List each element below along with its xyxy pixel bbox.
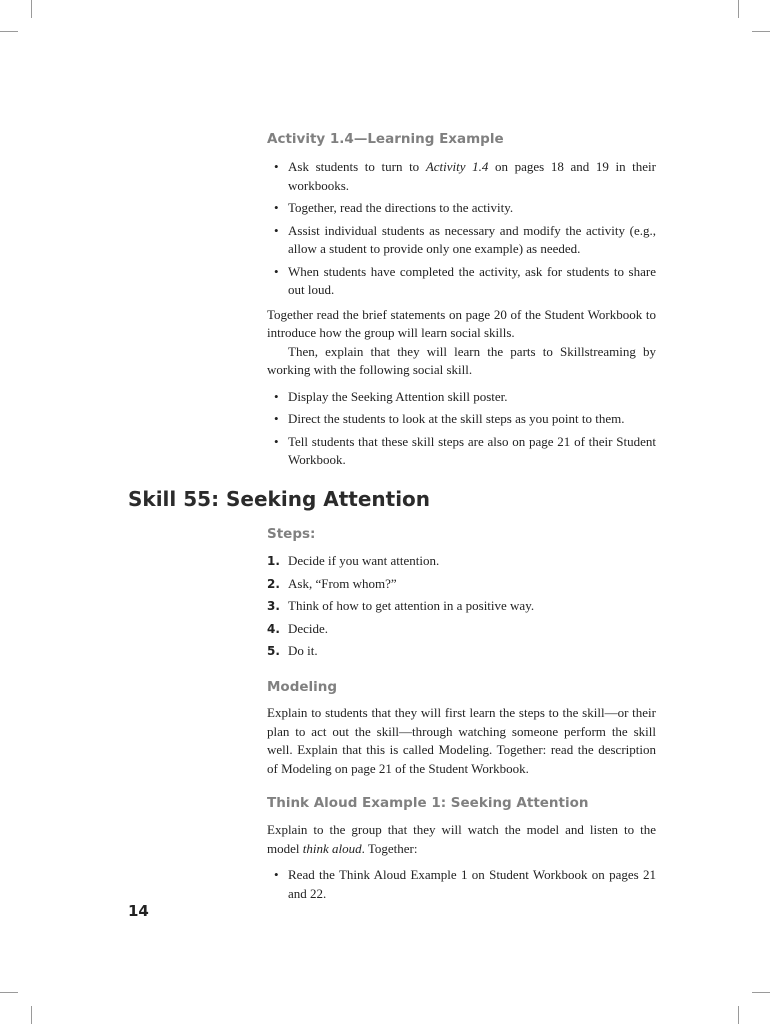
step-item [267, 620, 656, 639]
step-text: Decide. [288, 620, 329, 636]
skill-title: Skill 55: Seeking Attention [128, 487, 431, 511]
activity-bullet-list [267, 158, 656, 300]
crop-mark [738, 1006, 739, 1024]
modeling-heading: Modeling [267, 679, 338, 695]
step-item [267, 552, 656, 571]
crop-mark [0, 992, 18, 993]
list-item: • Ask students to turn to Activity 1.4 on pages 18 and 19 in their workbooks. [267, 158, 656, 195]
step-text: Ask, “From whom?” [288, 575, 397, 591]
step-item [267, 642, 656, 661]
steps-list [267, 552, 656, 661]
step-item [267, 575, 656, 594]
paragraph: Explain to students that they will first learn the steps to the skill—or their plan to act out the skill—through watching someone perform the skill well. Explain that this is called Modeling. Together: read the description of Modeling on page 21 of the Student Workbook. [267, 705, 656, 776]
crop-mark [31, 1006, 32, 1024]
think-aloud-heading: Think Aloud Example 1: Seeking Attention [267, 795, 589, 811]
list-item: • Together, read the directions to the activity. [267, 199, 656, 218]
step-item [267, 597, 656, 616]
paragraph: Together read the brief statements on page 20 of the Student Workbook to introduce how the group will learn social skills. [267, 306, 656, 340]
crop-mark [752, 31, 770, 32]
activity-heading: Activity 1.4—Learning Example [267, 131, 504, 147]
step-number: 4. [267, 621, 280, 636]
steps-section [267, 552, 656, 665]
step-number: 3. [267, 599, 280, 613]
step-number: 5. [267, 644, 280, 658]
crop-mark [0, 31, 18, 32]
paragraph: Then, explain that they will learn the parts to Skillstreaming by working with the following social skill. [267, 343, 656, 377]
step-number: 1. [267, 554, 280, 568]
page-number: 14 [128, 902, 149, 920]
crop-mark [738, 0, 739, 18]
list-item: • Assist individual students as necessary and modify the activity (e.g., allow a student to provide only one example) as needed. [267, 222, 656, 259]
poster-bullet-list [267, 388, 656, 470]
steps-heading: Steps: [267, 526, 316, 542]
think-aloud-bullet-list [267, 866, 656, 903]
paragraph: Explain to the group that they will watch the model and listen to the model think aloud. Together: [267, 822, 656, 856]
list-item: • Display the Seeking Attention skill poster. [267, 388, 656, 407]
list-item: • Read the Think Aloud Example 1 on Student Workbook on pages 21 and 22. [267, 866, 656, 903]
crop-mark [752, 992, 770, 993]
list-item: • Direct the students to look at the skill steps as you point to them. [267, 410, 656, 429]
step-text: Think of how to get attention in a positive way. [288, 598, 535, 613]
step-number: 2. [267, 576, 280, 591]
step-text: Decide if you want attention. [288, 553, 440, 568]
modeling-section [267, 704, 656, 778]
list-item: • When students have completed the activity, ask for students to share out loud. [267, 263, 656, 300]
crop-mark [31, 0, 32, 18]
think-aloud-section [267, 821, 656, 907]
list-item: • Tell students that these skill steps are also on page 21 of their Student Workbook. [267, 433, 656, 470]
activity-section [267, 158, 656, 474]
step-text: Do it. [288, 643, 318, 658]
